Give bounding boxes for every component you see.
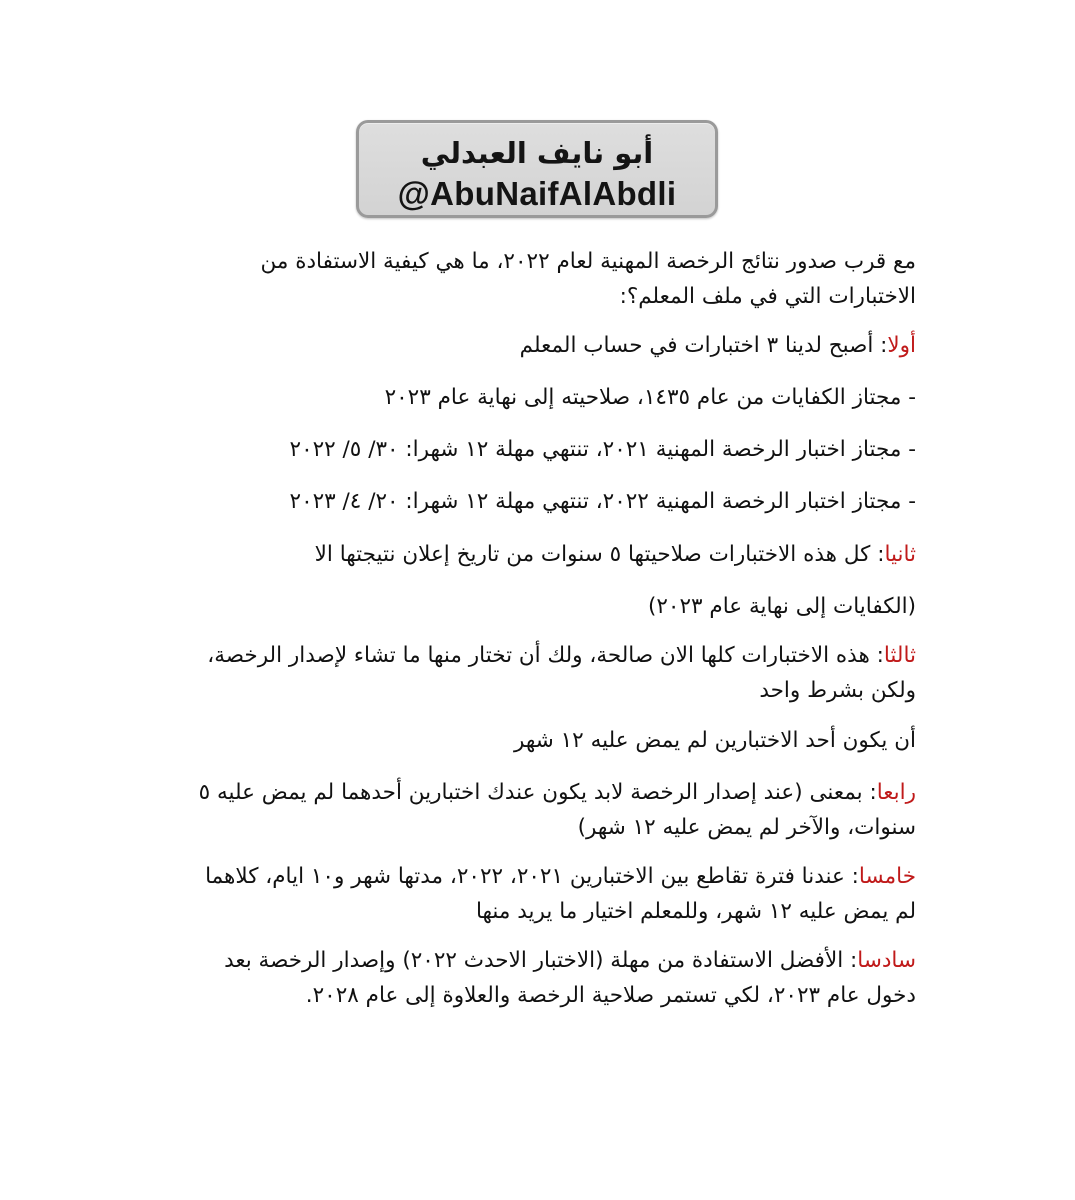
point-text: : بمعنى (عند إصدار الرخصة لابد يكون عندك اختبارين أحدهما لم يمض عليه ٥ سنوات، والآخر لم يمض عليه ١٢ شهر): [198, 780, 916, 840]
point-first: [190, 328, 916, 363]
point-label: رابعا: [876, 780, 916, 805]
point-second-continuation: (الكفايات إلى نهاية عام ٢٠٢٣): [647, 594, 916, 619]
point-text: : كل هذه الاختبارات صلاحيتها ٥ سنوات من تاريخ إعلان نتيجتها الا: [314, 542, 885, 567]
point-label: ثانيا: [884, 542, 916, 567]
point-fifth: [190, 859, 916, 929]
author-badge: [356, 120, 718, 218]
point-label: سادسا: [857, 948, 916, 973]
point-text: : هذه الاختبارات كلها الان صالحة، ولك أن تختار منها ما تشاء لإصدار الرخصة، ولكن بشرط واحد: [207, 643, 916, 703]
author-name: أبو نايف العبدلي: [420, 136, 654, 170]
point-text: : أصبح لدينا ٣ اختبارات في حساب المعلم: [519, 333, 888, 358]
point-label: ثالثا: [883, 643, 916, 668]
condition-note: أن يكون أحد الاختبارين لم يمض عليه ١٢ شهر: [514, 728, 916, 753]
point-label: أولا: [887, 333, 916, 358]
article-body: [190, 244, 916, 1013]
point-fourth: [190, 775, 916, 845]
bullet-item: - مجتاز اختبار الرخصة المهنية ٢٠٢١، تنتهي مهلة ١٢ شهرا: ٣٠/ ٥/ ٢٠٢٢: [289, 437, 916, 462]
point-text: : الأفضل الاستفادة من مهلة (الاختبار الاحدث ٢٠٢٢) وإصدار الرخصة بعد دخول عام ٢٠٢٣، لكي تستمر صلاحية الرخصة والعلاوة إلى عام ٢٠٢٨.: [224, 948, 916, 1008]
intro-paragraph: مع قرب صدور نتائج الرخصة المهنية لعام ٢٠٢٢، ما هي كيفية الاستفادة من الاختبارات التي في ملف المعلم؟:: [260, 249, 916, 309]
point-label: خامسا: [858, 864, 916, 889]
author-handle: @AbuNaifAlAbdli: [397, 175, 677, 212]
point-sixth: [190, 943, 916, 1013]
point-second: [190, 537, 916, 572]
point-text: : عندنا فترة تقاطع بين الاختبارين ٢٠٢١، ٢٠٢٢، مدتها شهر و١٠ ايام، كلاهما لم يمض عليه ١٢ شهر، وللمعلم اختيار ما يريد منها: [205, 864, 916, 924]
point-third: [190, 638, 916, 708]
bullet-item: - مجتاز الكفايات من عام ١٤٣٥، صلاحيته إلى نهاية عام ٢٠٢٣: [384, 385, 916, 410]
bullet-item: - مجتاز اختبار الرخصة المهنية ٢٠٢٢، تنتهي مهلة ١٢ شهرا: ٢٠/ ٤/ ٢٠٢٣: [289, 489, 916, 514]
